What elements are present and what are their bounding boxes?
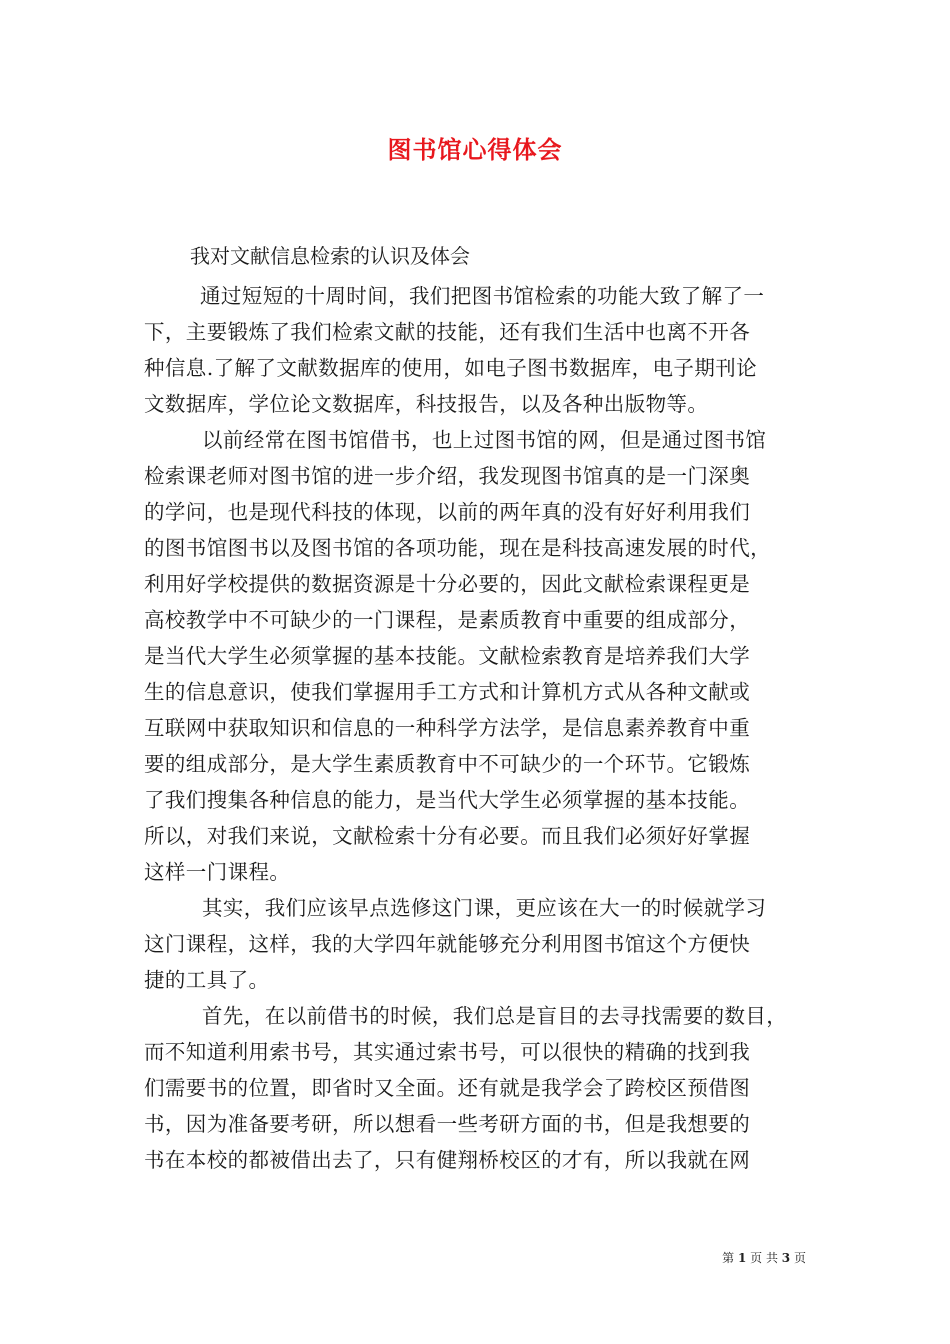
body-line: 的图书馆图书以及图书馆的各项功能，现在是科技高速发展的时代，	[144, 536, 771, 560]
body-line: 首先，在以前借书的时候，我们总是盲目的去寻找需要的数目，	[202, 1004, 788, 1028]
body-line: 了我们搜集各种信息的能力，是当代大学生必须掌握的基本技能。	[144, 788, 751, 812]
body-line: 而不知道利用索书号，其实通过索书号，可以很快的精确的找到我	[144, 1040, 751, 1064]
body-line: 书，因为准备要考研，所以想看一些考研方面的书，但是我想要的	[144, 1112, 751, 1136]
body-line: 下，主要锻炼了我们检索文献的技能，还有我们生活中也离不开各	[144, 320, 751, 344]
body-line: 们需要书的位置，即省时又全面。还有就是我学会了跨校区预借图	[144, 1076, 751, 1100]
footer-prefix: 第	[722, 1251, 735, 1265]
body-line: 生的信息意识，使我们掌握用手工方式和计算机方式从各种文献或	[144, 680, 751, 704]
page-footer	[722, 1249, 806, 1266]
body-line: 是当代大学生必须掌握的基本技能。文献检索教育是培养我们大学	[144, 644, 751, 668]
body-line: 捷的工具了。	[144, 968, 270, 992]
body-line: 其实，我们应该早点选修这门课，更应该在大一的时候就学习	[202, 896, 767, 920]
body-line: 种信息.了解了文献数据库的使用，如电子图书数据库，电子期刊论	[144, 356, 758, 380]
body-line: 检索课老师对图书馆的进一步介绍，我发现图书馆真的是一门深奥	[144, 464, 751, 488]
body-line: 高校教学中不可缺少的一门课程，是素质教育中重要的组成部分，	[144, 608, 751, 632]
body-line: 所以，对我们来说，文献检索十分有必要。而且我们必须好好掌握	[144, 824, 751, 848]
footer-page-number: 1	[737, 1251, 747, 1265]
body-line: 利用好学校提供的数据资源是十分必要的，因此文献检索课程更是	[144, 572, 751, 596]
document-subtitle: 我对文献信息检索的认识及体会	[190, 244, 470, 268]
body-line: 互联网中获取知识和信息的一种科学方法学，是信息素养教育中重	[144, 716, 751, 740]
body-line: 通过短短的十周时间，我们把图书馆检索的功能大致了解了一	[200, 284, 765, 308]
footer-middle: 页 共	[750, 1251, 778, 1265]
document-title: 图书馆心得体会	[387, 135, 563, 164]
footer-suffix: 页	[793, 1251, 806, 1265]
body-line: 要的组成部分，是大学生素质教育中不可缺少的一个环节。它锻炼	[144, 752, 751, 776]
body-line: 这样一门课程。	[144, 860, 291, 884]
body-line: 文数据库，学位论文数据库，科技报告，以及各种出版物等。	[144, 392, 709, 416]
body-line: 这门课程，这样，我的大学四年就能够充分利用图书馆这个方便快	[144, 932, 751, 956]
body-line: 以前经常在图书馆借书，也上过图书馆的网，但是通过图书馆	[202, 428, 767, 452]
body-line: 的学问，也是现代科技的体现，以前的两年真的没有好好利用我们	[144, 500, 751, 524]
footer-total-pages: 3	[781, 1251, 791, 1265]
body-line: 书在本校的都被借出去了，只有健翔桥校区的才有，所以我就在网	[144, 1148, 751, 1172]
document-body	[144, 278, 814, 1178]
